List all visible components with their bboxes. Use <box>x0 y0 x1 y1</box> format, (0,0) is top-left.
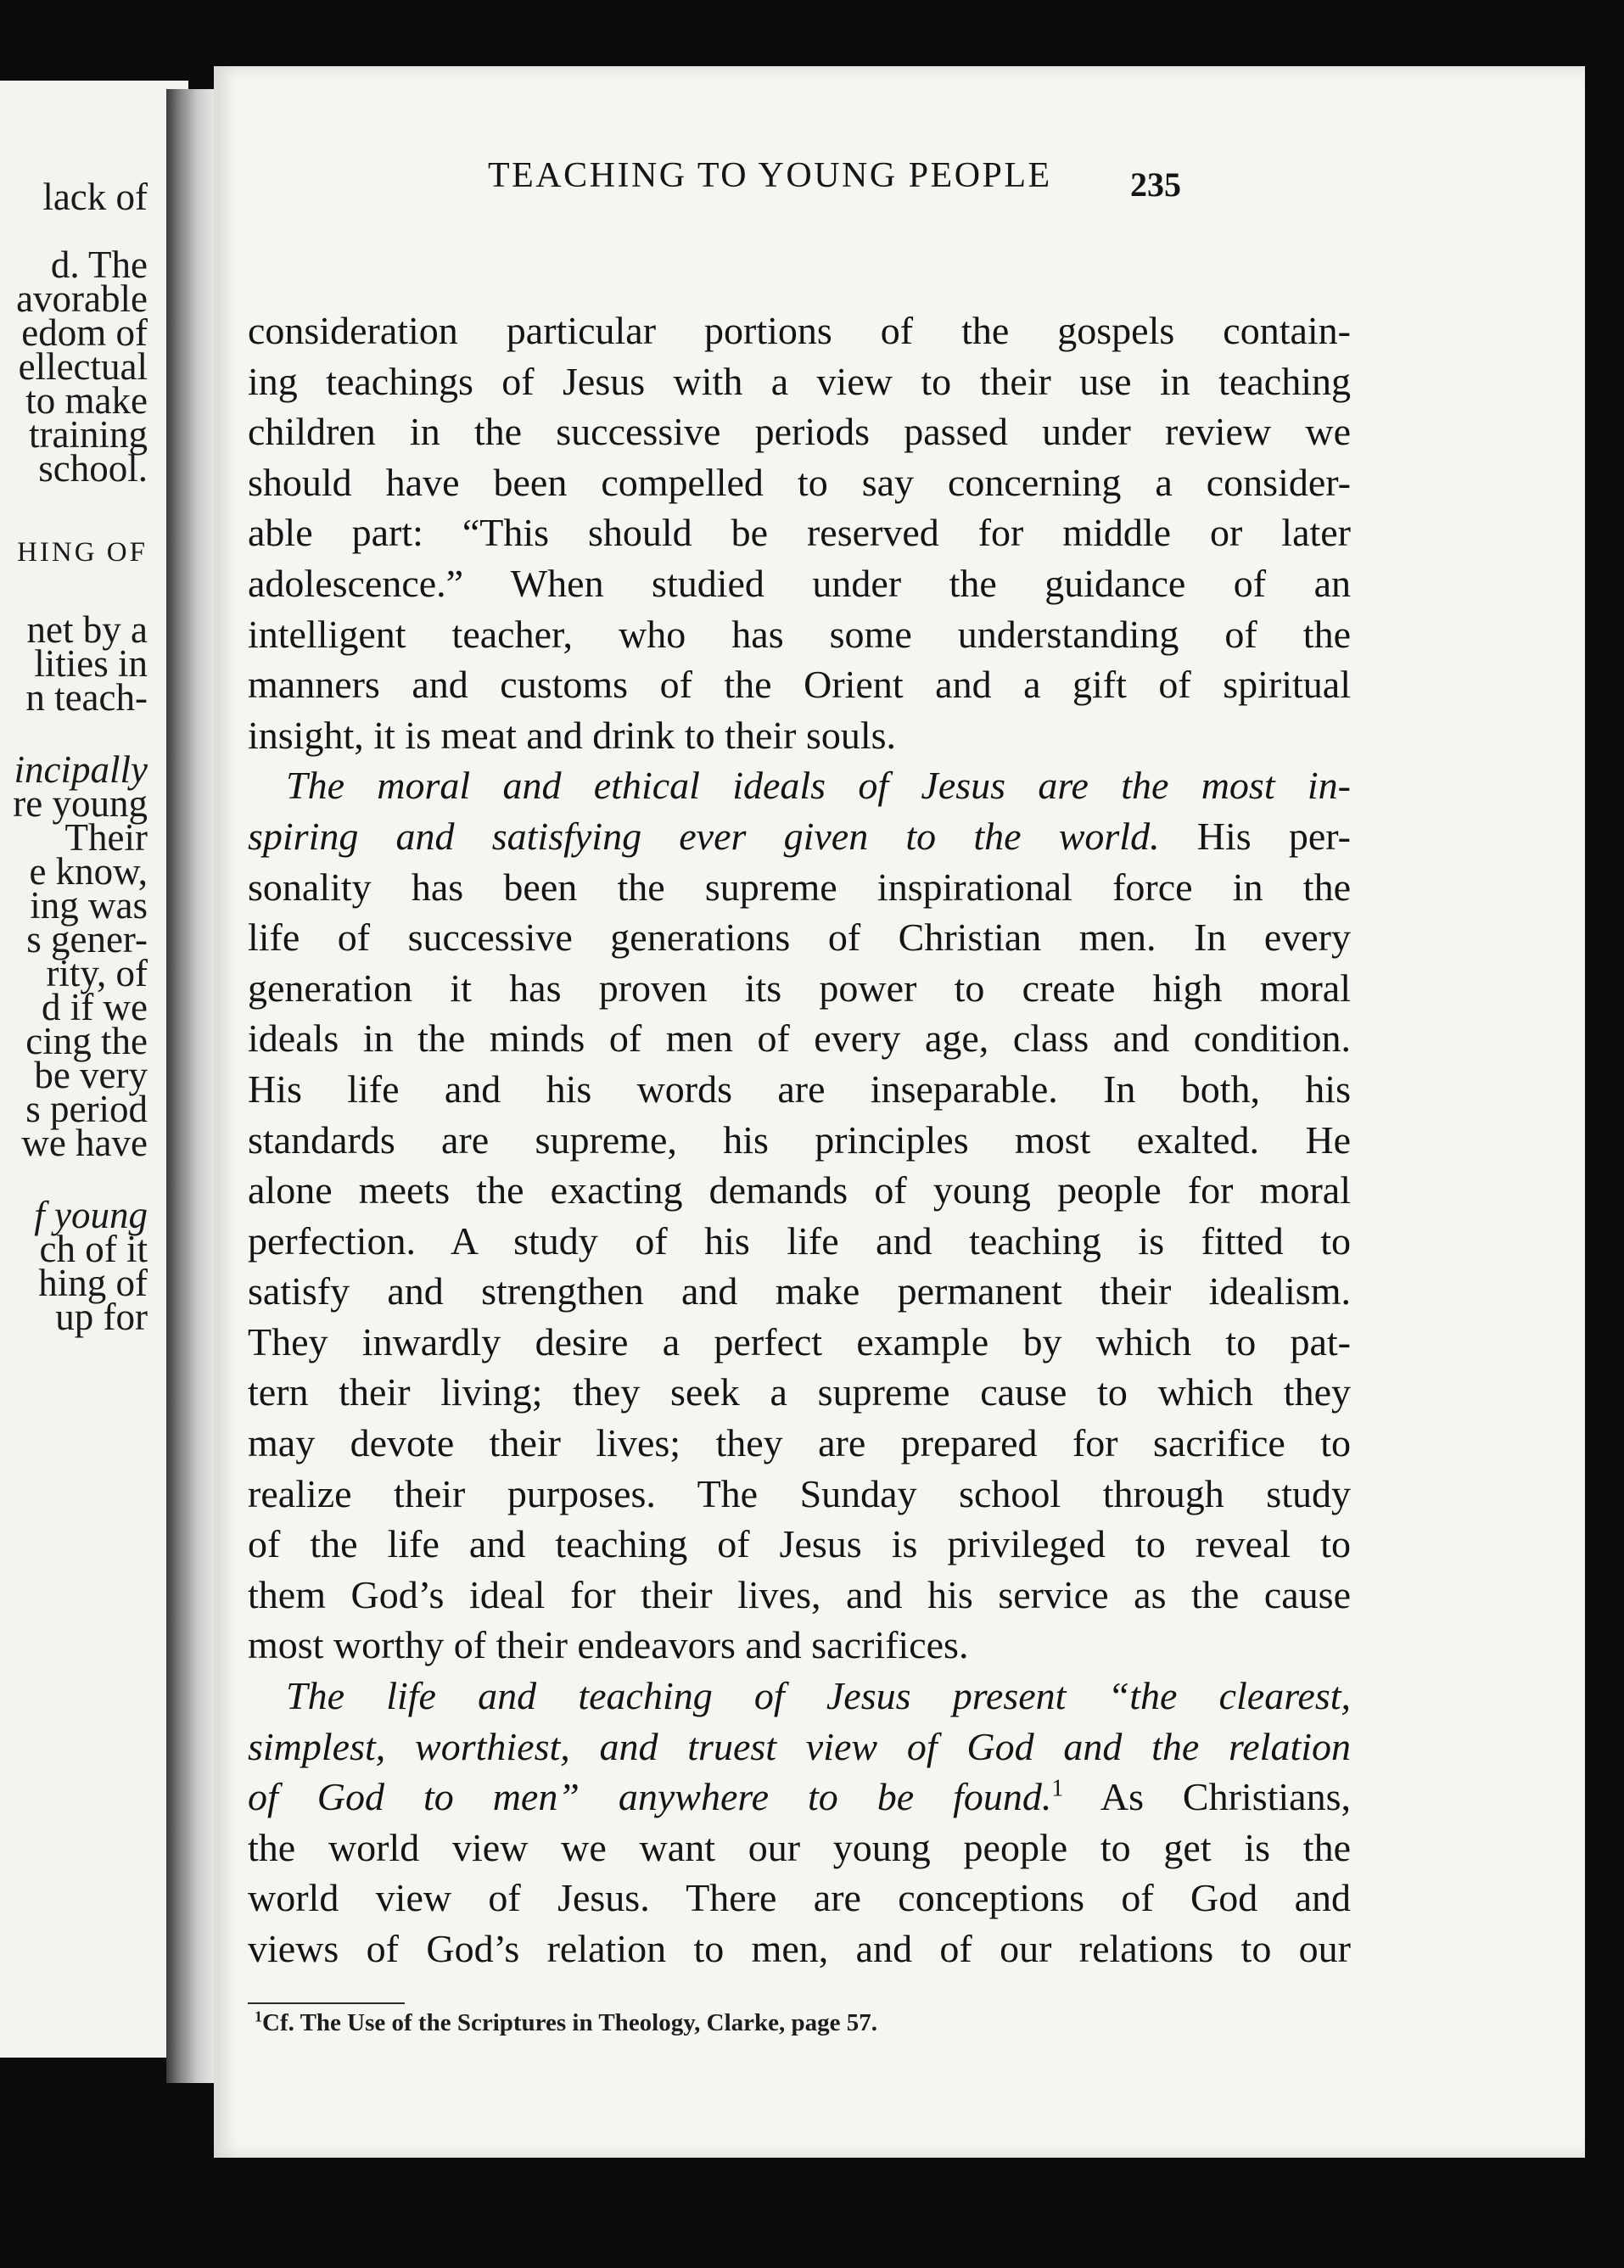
text-line: consideration particular portions of the gospels contain- <box>248 309 1351 352</box>
text-line <box>248 811 1351 862</box>
left-page-fragment: hing of <box>38 1262 148 1304</box>
text-line: simplest, worthiest, and truest view of God and the relation <box>248 1724 1351 1768</box>
text-line <box>248 1671 1351 1722</box>
footnote-marker: 1 <box>255 2008 262 2025</box>
left-page-fragment: f young <box>34 1194 148 1236</box>
text-line: manners and customs of the Orient and a gift of spiritual <box>248 663 1351 707</box>
text-line <box>248 1772 1351 1823</box>
left-page-fragment: up for <box>55 1296 148 1338</box>
footnote-rule <box>248 2002 405 2004</box>
text-line: alone meets the exacting demands of young people for moral <box>248 1168 1351 1212</box>
left-page-fragment: s period <box>25 1088 148 1130</box>
footnote <box>255 2009 877 2037</box>
italic-thesis: of God to men” anywhere to be found. <box>248 1775 1052 1819</box>
text-line: views of God’s relation to men, and of our relations to our <box>248 1927 1351 1970</box>
text-line: ing teachings of Jesus with a view to their use in teaching <box>248 359 1351 403</box>
text-line: standards are supreme, his principles most exalted. He <box>248 1117 1351 1162</box>
left-page-fragment: rity, of <box>46 952 148 994</box>
text-line: may devote their lives; they are prepared for sacrifice to <box>248 1421 1351 1465</box>
text-line <box>248 760 1351 811</box>
text-line: sonality has been the supreme inspirational force in the <box>248 865 1351 909</box>
left-page-fragment: net by a <box>26 608 148 651</box>
left-page-fragment: re young <box>13 782 148 825</box>
page-number: 235 <box>1130 165 1181 204</box>
footnote-reference: 1 <box>1051 1775 1064 1802</box>
left-page-fragment: edom of <box>21 311 148 354</box>
left-page-fragment: avorable <box>16 277 148 320</box>
text-line: should have been compelled to say concerning a consider- <box>248 460 1351 504</box>
left-page-fragment: ellectual <box>18 345 148 388</box>
left-page-fragment: to make <box>25 379 148 422</box>
text-line: life of successive generations of Christian men. In every <box>248 916 1351 960</box>
text-line: children in the successive periods passed under review we <box>248 410 1351 454</box>
left-page-fragment: e know, <box>29 850 148 893</box>
text-line: able part: “This should be reserved for middle or later <box>248 511 1351 555</box>
italic-thesis: The moral and ethical ideals of Jesus are the most in- <box>286 764 1351 808</box>
text-line: intelligent teacher, who has some understanding of the <box>248 612 1351 656</box>
text-segment: As Christians, <box>1100 1775 1351 1819</box>
left-page-fragment: d if we <box>42 986 148 1028</box>
text-line: They inwardly desire a perfect example by which to pat- <box>248 1319 1351 1364</box>
text-line: the world view we want our young people to get is the <box>248 1825 1351 1869</box>
left-page-fragment: s gener- <box>26 918 148 960</box>
text-line: world view of Jesus. There are conceptions of God and <box>248 1876 1351 1920</box>
book-gutter <box>166 89 217 2083</box>
left-page-fragment: ing was <box>30 884 148 927</box>
left-page-fragment: ch of it <box>39 1228 148 1270</box>
text-line: tern their living; they seek a supreme cause to which they <box>248 1370 1351 1414</box>
left-page-fragment: school. <box>38 447 148 490</box>
left-page-fragment: lack of <box>42 176 148 218</box>
left-page-fragment: training <box>29 413 148 456</box>
running-head: TEACHING TO YOUNG PEOPLE <box>488 156 1052 195</box>
text-line: ideals in the minds of men of every age, class and condition. <box>248 1016 1351 1061</box>
left-page-fragment: Their <box>64 816 148 859</box>
left-page-fragment: be very <box>34 1054 148 1096</box>
text-line: most worthy of their endeavors and sacrifices. <box>248 1623 969 1667</box>
text-line: insight, it is meat and drink to their souls. <box>248 713 897 757</box>
body-text <box>248 305 1351 1974</box>
text-segment: His per- <box>1196 814 1351 858</box>
text-line: of the life and teaching of Jesus is privileged to reveal to <box>248 1522 1351 1566</box>
left-page-fragment: cing the <box>25 1020 148 1062</box>
footnote-text: Cf. The Use of the Scriptures in Theology, Clarke, page 57. <box>262 2009 878 2036</box>
left-page-fragment: HING OF <box>17 537 148 568</box>
italic-thesis: The life and teaching of Jesus present “the clearest, <box>286 1674 1351 1718</box>
text-line: generation it has proven its power to create high moral <box>248 966 1351 1010</box>
text-line: them God’s ideal for their lives, and his service as the cause <box>248 1572 1351 1616</box>
text-line: adolescence.” When studied under the guidance of an <box>248 561 1351 605</box>
left-page-fragment: we have <box>21 1122 148 1164</box>
left-page-fragment: lities in <box>34 642 148 685</box>
text-line: perfection. A study of his life and teaching is fitted to <box>248 1218 1351 1263</box>
text-line: His life and his words are inseparable. In both, his <box>248 1067 1351 1111</box>
left-page-fragment: n teach- <box>25 676 148 719</box>
left-page-fragment: d. The <box>50 244 148 286</box>
text-line: realize their purposes. The Sunday school through study <box>248 1471 1351 1515</box>
text-line: satisfy and strengthen and make permanent their idealism. <box>248 1269 1351 1313</box>
italic-thesis: spiring and satisfying ever given to the world. <box>248 814 1160 858</box>
left-page <box>0 81 188 2058</box>
left-page-fragment: incipally <box>14 748 148 791</box>
